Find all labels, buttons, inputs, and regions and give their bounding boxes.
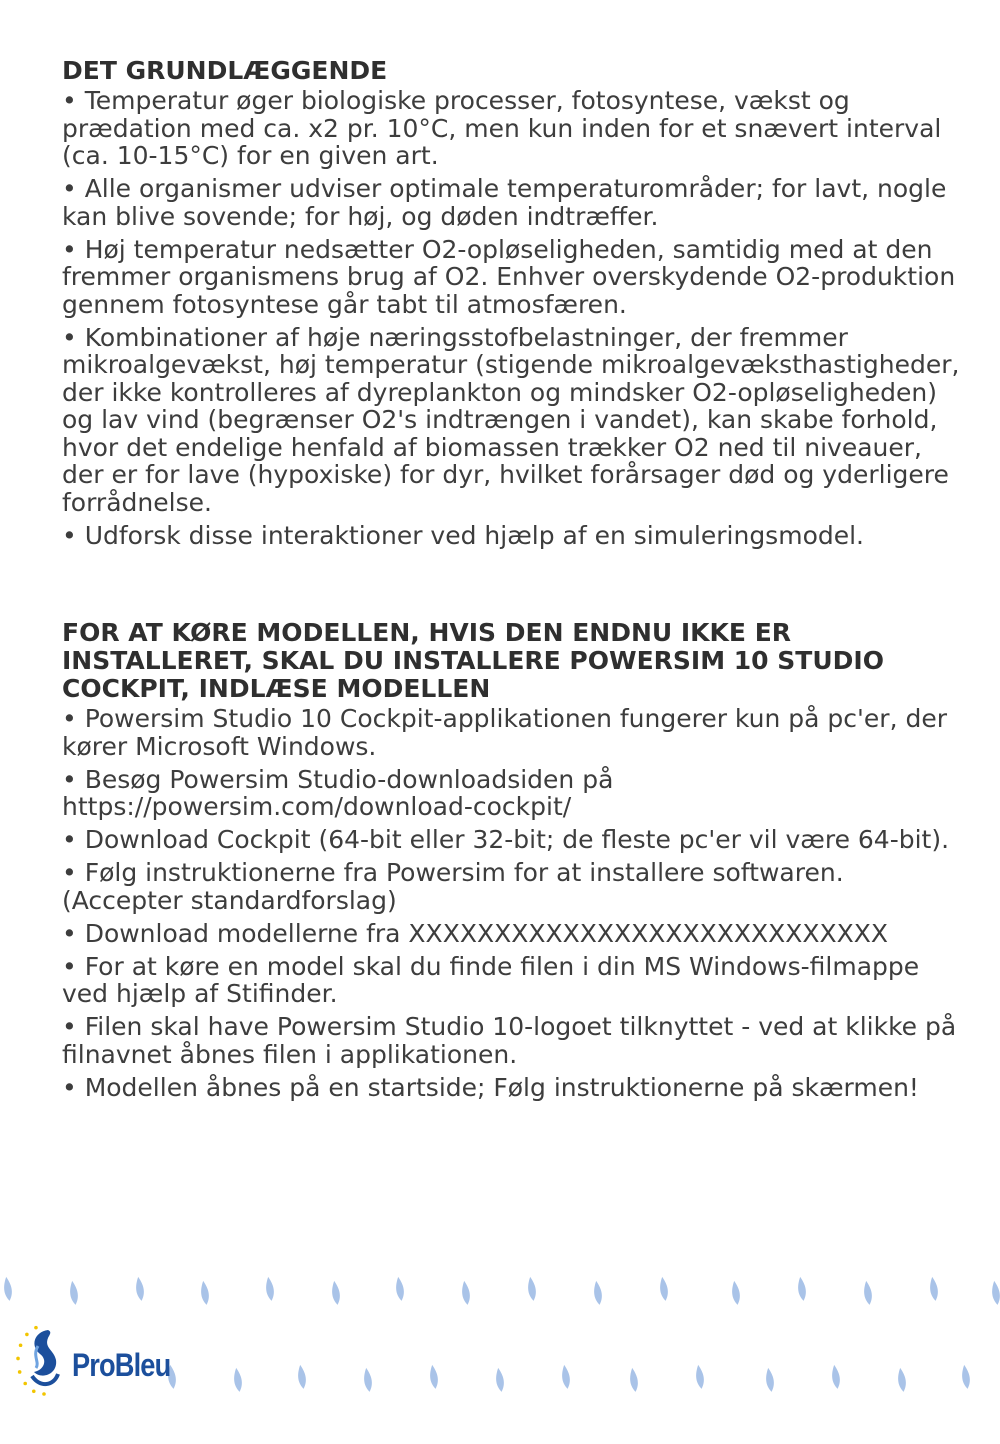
water-drop-icon xyxy=(394,1276,405,1301)
water-drop-icon xyxy=(494,1367,505,1392)
list-item: • Kombinationer af høje næringsstofbelastninger, der fremmer mikroalgevækst, høj temperatur (stigende mikroalgevæksthastigheder, der ikke kontrolleres af dyreplankton og mindsker O2-opløseligheden) og lav vind (begrænser O2's indtrængen i vandet), kan skabe forhold, hvor det endelige henfald af biomassen trækker O2 ned til niveauer, der er for lave (hypoxiske) for dyr, hvilket forårsager død og yderligere forrådnelse. xyxy=(62,322,960,517)
section-heading: DET GRUNDLÆGGENDE xyxy=(62,56,388,85)
star-icon xyxy=(34,1326,38,1330)
list-item: • Alle organismer udviser optimale temperaturområder; for lavt, nogle kan blive sovende; for høj, og døden indtræffer. xyxy=(62,174,947,231)
list-item: • Download modellerne fra XXXXXXXXXXXXXXXXXXXXXXXXXXXX xyxy=(62,918,888,948)
water-drop-icon xyxy=(764,1367,775,1392)
water-drop-icon xyxy=(362,1367,373,1392)
water-drop-icon xyxy=(960,1364,971,1389)
water-drop-icon xyxy=(264,1276,275,1301)
water-drop-icon xyxy=(199,1280,210,1305)
list-item: • Filen skal have Powersim Studio 10-logoet tilknyttet - ved at klikke på filnavnet åbnes filen i applikationen. xyxy=(62,1012,957,1069)
water-drop-icon xyxy=(330,1280,341,1305)
section-basics xyxy=(62,57,962,549)
document-body xyxy=(62,57,962,1107)
list-item: • Besøg Powersim Studio-downloadsiden på https://powersim.com/download-cockpit/ xyxy=(62,764,614,821)
water-drop-icon xyxy=(862,1280,873,1305)
list-item: • Temperatur øger biologiske processer, fotosyntese, vækst og prædation med ca. x2 pr. 10°C, men kun inden for et snævert interval (ca. 10-15°C) for en given art. xyxy=(62,86,942,170)
bullet-list xyxy=(62,705,962,1101)
star-icon xyxy=(18,1370,22,1374)
section-heading: FOR AT KØRE MODELLEN, HVIS DEN ENDNU IKKE ER INSTALLERET, SKAL DU INSTALLERE POWERSIM 10 STUDIO COCKPIT, INDLÆSE MODELLEN xyxy=(62,618,884,703)
probleu-emblem-icon xyxy=(14,1316,74,1406)
water-drop-icon xyxy=(526,1276,537,1301)
water-drop-icon xyxy=(730,1280,741,1305)
water-drop-icon xyxy=(628,1367,639,1392)
star-icon xyxy=(23,1382,27,1386)
list-item: • Download Cockpit (64-bit eller 32-bit; de fleste pc'er vil være 64-bit). xyxy=(62,825,950,854)
water-drop-icon xyxy=(560,1364,571,1389)
water-drop-icon xyxy=(592,1280,603,1305)
section-run-model xyxy=(62,619,962,1101)
list-item: • Udforsk disse interaktioner ved hjælp af en simuleringsmodel. xyxy=(62,520,865,550)
water-drop-icon xyxy=(68,1280,79,1305)
star-icon xyxy=(16,1357,20,1361)
list-item: • Powersim Studio 10 Cockpit-applikationen fungerer kun på pc'er, der kører Microsoft Windows. xyxy=(62,704,947,761)
star-icon xyxy=(19,1343,23,1347)
water-drop-icon xyxy=(232,1367,243,1392)
water-drop-icon xyxy=(694,1364,705,1389)
list-item: • For at køre en model skal du finde filen i din MS Windows-filmappe ved hjælp af Stifinder. xyxy=(62,951,920,1008)
water-drop-icon xyxy=(296,1364,307,1389)
water-drop-icon xyxy=(928,1276,939,1301)
bullet-list xyxy=(62,87,962,549)
water-drop-icon xyxy=(830,1364,841,1389)
list-item: • Høj temperatur nedsætter O2-opløseligheden, samtidig med at den fremmer organismens brug af O2. Enhver overskydende O2-produktion gennem fotosyntese går tabt til atmosfæren. xyxy=(62,234,956,319)
list-item: • Modellen åbnes på en startside; Følg instruktionerne på skærmen! xyxy=(62,1072,919,1102)
footer-decoration xyxy=(0,1260,1000,1444)
water-drop-icon xyxy=(990,1280,1000,1305)
star-icon xyxy=(42,1392,46,1396)
star-icon xyxy=(32,1389,36,1393)
water-drop-icon xyxy=(2,1276,13,1301)
water-drop-icon xyxy=(658,1276,669,1301)
water-drop-icon xyxy=(896,1367,907,1392)
water-drop-icon xyxy=(460,1280,471,1305)
probleu-logo xyxy=(14,1316,171,1406)
list-item: • Følg instruktionerne fra Powersim for at installere softwaren. (Accepter standardforslag) xyxy=(62,858,844,915)
water-drop-icon xyxy=(796,1276,807,1301)
water-drop-icon xyxy=(428,1364,439,1389)
water-drop-icon xyxy=(134,1276,145,1301)
star-icon xyxy=(25,1333,29,1337)
logo-text: ProBleu xyxy=(72,1347,171,1383)
